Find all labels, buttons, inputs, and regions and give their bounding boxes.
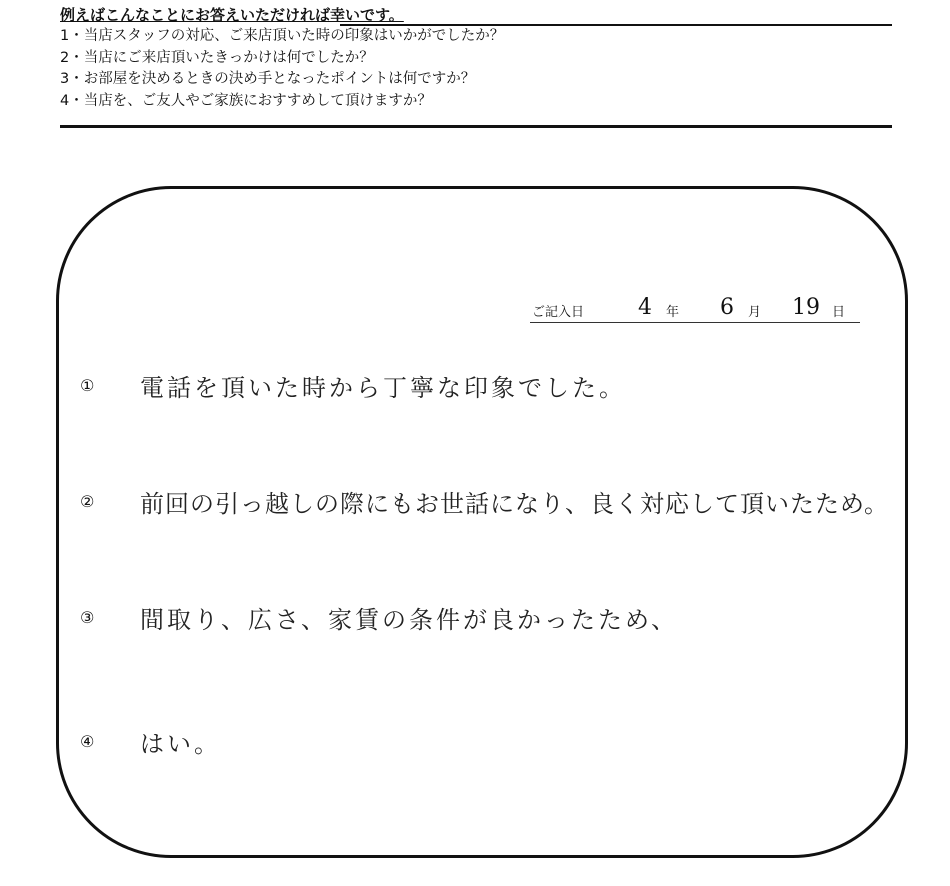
question-2: 2・当店にご来店頂いたきっかけは何でしたか？ [60, 49, 374, 66]
answer-number: ② [80, 492, 95, 511]
entry-date [530, 296, 860, 323]
date-month-unit: 月 [748, 305, 762, 320]
date-day: 19 [792, 295, 820, 320]
header-title: 例えばこんなことにお答えいただければ幸いです。 [60, 6, 404, 24]
question-3: 3・お部屋を決めるときの決め手となったポイントは何ですか？ [60, 71, 476, 87]
answer-3 [80, 600, 678, 635]
answer-number: ③ [80, 608, 95, 627]
questionnaire-header [60, 4, 892, 112]
date-year: 4 [638, 295, 652, 320]
answer-number: ④ [80, 732, 95, 751]
date-day-unit: 日 [832, 305, 846, 320]
date-month: 6 [720, 295, 734, 320]
header-divider-top [340, 24, 892, 26]
date-year-unit: 年 [666, 305, 680, 320]
answer-2 [80, 484, 889, 519]
answer-text: 電話を頂いた時から丁寧な印象でした。 [140, 374, 626, 402]
answer-text: 間取り、広さ、家賃の条件が良かったため、 [140, 606, 679, 634]
answer-text: はい。 [140, 730, 221, 758]
question-4: 4・当店を、ご友人やご家族におすすめして頂けますか？ [60, 92, 432, 109]
answer-1 [80, 368, 626, 403]
header-divider [60, 125, 892, 128]
date-label: ご記入日 [532, 305, 585, 320]
question-1: 1・当店スタッフの対応、ご来店頂いた時の印象はいかがでしたか？ [60, 28, 505, 44]
answer-number: ① [80, 376, 95, 395]
answer-4 [80, 724, 221, 759]
answer-text: 前回の引っ越しの際にもお世話になり、良く対応して頂いたため。 [140, 490, 890, 518]
